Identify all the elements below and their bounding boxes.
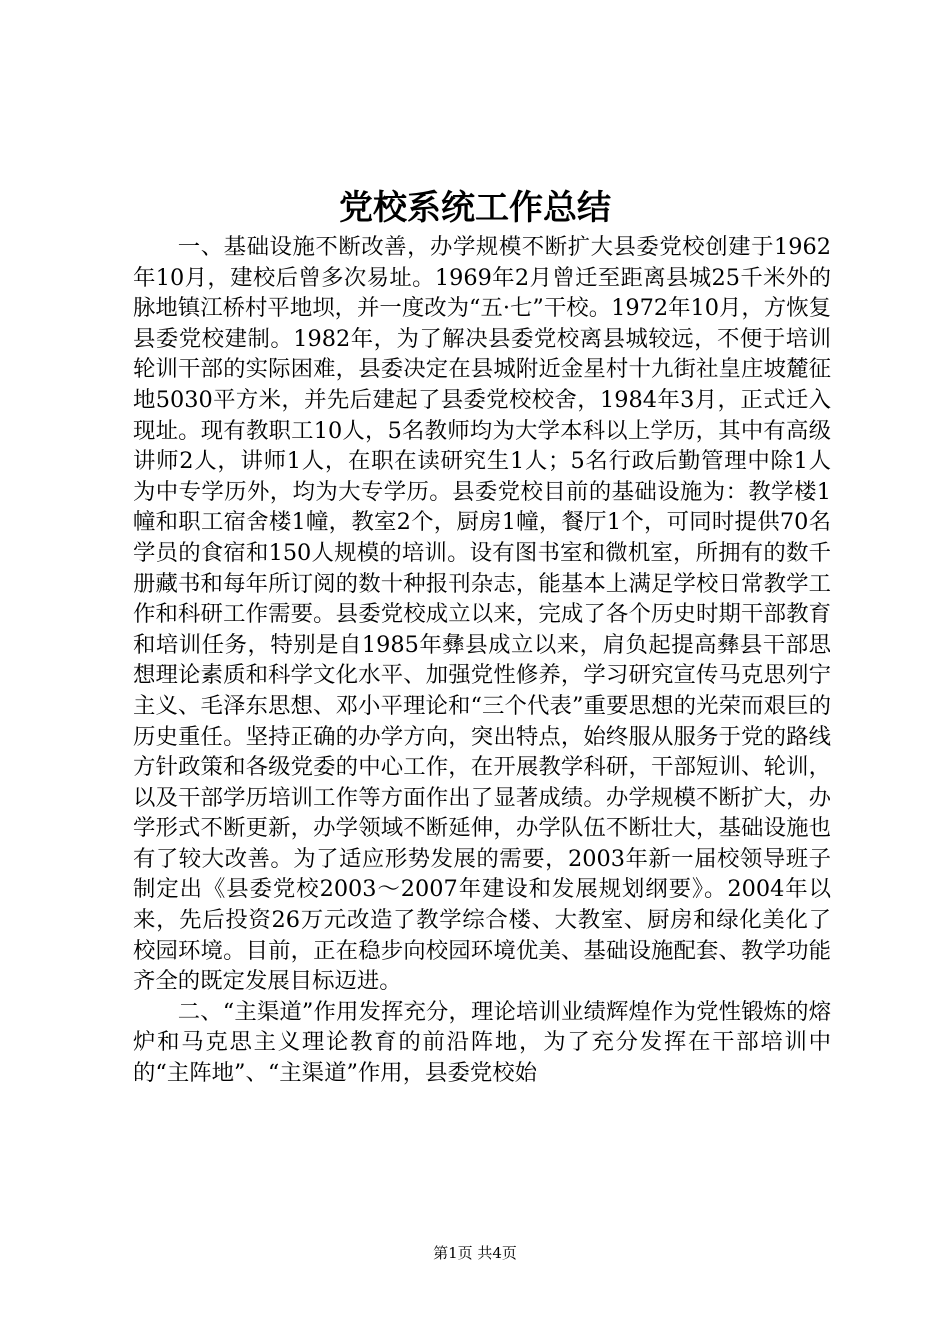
paragraph-2: 二、“主渠道”作用发挥充分，理论培训业绩辉煌作为党性锻炼的熔炉和马克思主义理论教育的前沿阵地，为了充分发挥在干部培训中的“主阵地”、“主渠道”作用，县委党校始 [133,998,831,1087]
page-number-footer: 第1页 共4页 [433,1244,517,1262]
document-body [133,232,831,1089]
document-title: 党校系统工作总结 [339,188,611,228]
paragraph-1: 一、基础设施不断改善，办学规模不断扩大县委党校创建于1962年10月，建校后曾多次易址。1969年2月曾迁至距离县城25千米外的脉地镇江桥村平地坝，并一度改为“五·七”干校。1972年10月，方恢复县委党校建制。1982年，为了解决县委党校离县城较远，不便于培训轮训干部的实际困难，县委决定在县城附近金星村十九街社皇庄坡麓征地5030平方米，并先后建起了县委党校校舍，1984年3月，正式迁入现址。现有教职工10人，5名教师均为大学本科以上学历，其中有高级讲师2人，讲师1人，在职在读研究生1人；5名行政后勤管理中除1人为中专学历外，均为大专学历。县委党校目前的基础设施为：教学楼1幢和职工宿舍楼1幢，教室2个，厨房1幢，餐厅1个，可同时提供70名学员的食宿和150人规模的培训。设有图书室和微机室，所拥有的数千册藏书和每年所订阅的数十种报刊杂志，能基本上满足学校日常教学工作和科研工作需要。县委党校成立以来，完成了各个历史时期干部教育和培训任务，特别是自1985年彝县成立以来，肩负起提高彝县干部思想理论素质和科学文化水平、加强党性修养，学习研究宣传马克思列宁主义、毛泽东思想、邓小平理论和“三个代表”重要思想的光荣而艰巨的历史重任。坚持正确的办学方向，突出特点，始终服从服务于党的路线方针政策和各级党委的中心工作，在开展教学科研，干部短训、轮训，以及干部学历培训工作等方面作出了显著成绩。办学规模不断扩大，办学形式不断更新，办学领域不断延伸，办学队伍不断壮大，基础设施也有了较大改善。为了适应形势发展的需要，2003年新一届校领导班子制定出《县委党校2003～2007年建设和发展规划纲要》。2004年以来，先后投资26万元改造了教学综合楼、大教室、厨房和绿化美化了校园环境。目前，正在稳步向校园环境优美、基础设施配套、教学功能齐全的既定发展目标迈进。 [133,234,831,995]
